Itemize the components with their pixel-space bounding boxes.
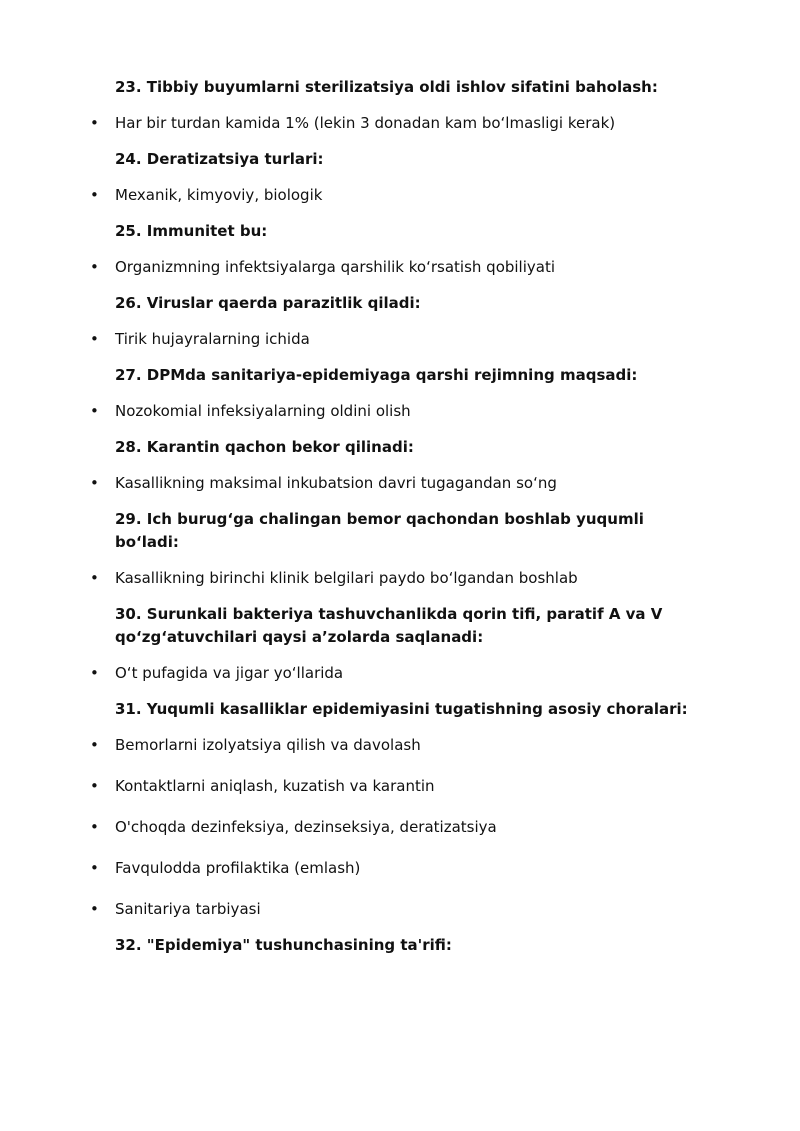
bullet-icon: •	[90, 569, 99, 587]
answer-text: Mexanik, kimyoviy, biologik	[115, 186, 323, 204]
answer-item	[90, 653, 715, 694]
answer-text: Kasallikning maksimal inkubatsion davri tugagandan so‘ng	[115, 474, 557, 492]
answer-text: O'choqda dezinfeksiya, dezinseksiya, deratizatsiya	[115, 818, 497, 836]
question-heading: 28. Karantin qachon bekor qilinadi:	[115, 438, 414, 456]
bullet-icon: •	[90, 114, 99, 132]
question-heading: 29. Ich burug‘ga chalingan bemor qachondan boshlab yuqumli bo‘ladi:	[115, 510, 644, 551]
answer-text: Organizmning infektsiyalarga qarshilik ko‘rsatish qobiliyati	[115, 258, 556, 276]
bullet-icon: •	[90, 777, 99, 795]
answer-text: Bemorlarni izolyatsiya qilish va davolash	[115, 736, 421, 754]
question-heading: 27. DPMda sanitariya-epidemiyaga qarshi rejimning maqsadi:	[115, 366, 638, 384]
bullet-icon: •	[90, 402, 99, 420]
question-heading: 31. Yuqumli kasalliklar epidemiyasini tugatishning asosiy choralari:	[115, 700, 688, 718]
answer-item	[90, 103, 715, 144]
bullet-icon: •	[90, 186, 99, 204]
bullet-icon: •	[90, 900, 99, 918]
answer-item	[90, 391, 715, 432]
question-heading: 30. Surunkali bakteriya tashuvchanlikda qorin tifi, paratif A va V qo‘zg‘atuvchilari qaysi a’zolarda saqlanadi:	[115, 605, 663, 646]
bullet-icon: •	[90, 474, 99, 492]
bullet-icon: •	[90, 736, 99, 754]
answer-text: O‘t pufagida va jigar yo‘llarida	[115, 664, 344, 682]
bullet-icon: •	[90, 330, 99, 348]
answer-item	[90, 807, 715, 848]
question-heading: 25. Immunitet bu:	[115, 222, 268, 240]
answer-text: Tirik hujayralarning ichida	[115, 330, 310, 348]
answer-item	[90, 463, 715, 504]
answer-text: Har bir turdan kamida 1% (lekin 3 donadan kam bo‘lmasligi kerak)	[115, 114, 616, 132]
question-heading: 26. Viruslar qaerda parazitlik qiladi:	[115, 294, 421, 312]
bullet-icon: •	[90, 664, 99, 682]
answer-item	[90, 766, 715, 807]
answer-text: Favqulodda profilaktika (emlash)	[115, 859, 361, 877]
answer-item	[90, 848, 715, 889]
bullet-icon: •	[90, 258, 99, 276]
answer-item	[90, 175, 715, 216]
answer-item	[90, 889, 715, 930]
bullet-icon: •	[90, 859, 99, 877]
answer-item	[90, 319, 715, 360]
answer-item	[90, 558, 715, 599]
answer-text: Kasallikning birinchi klinik belgilari paydo bo‘lgandan boshlab	[115, 569, 578, 587]
answer-text: Nozokomial infeksiyalarning oldini olish	[115, 402, 411, 420]
answer-item	[90, 725, 715, 766]
answer-text: Sanitariya tarbiyasi	[115, 900, 261, 918]
answer-text: Kontaktlarni aniqlash, kuzatish va karantin	[115, 777, 435, 795]
question-heading: 23. Tibbiy buyumlarni sterilizatsiya oldi ishlov sifatini baholash:	[115, 78, 658, 96]
answer-item	[90, 247, 715, 288]
question-heading: 32. "Epidemiya" tushunchasining ta'rifi:	[115, 936, 452, 954]
question-heading: 24. Deratizatsiya turlari:	[115, 150, 324, 168]
qa-list	[0, 72, 800, 961]
bullet-icon: •	[90, 818, 99, 836]
